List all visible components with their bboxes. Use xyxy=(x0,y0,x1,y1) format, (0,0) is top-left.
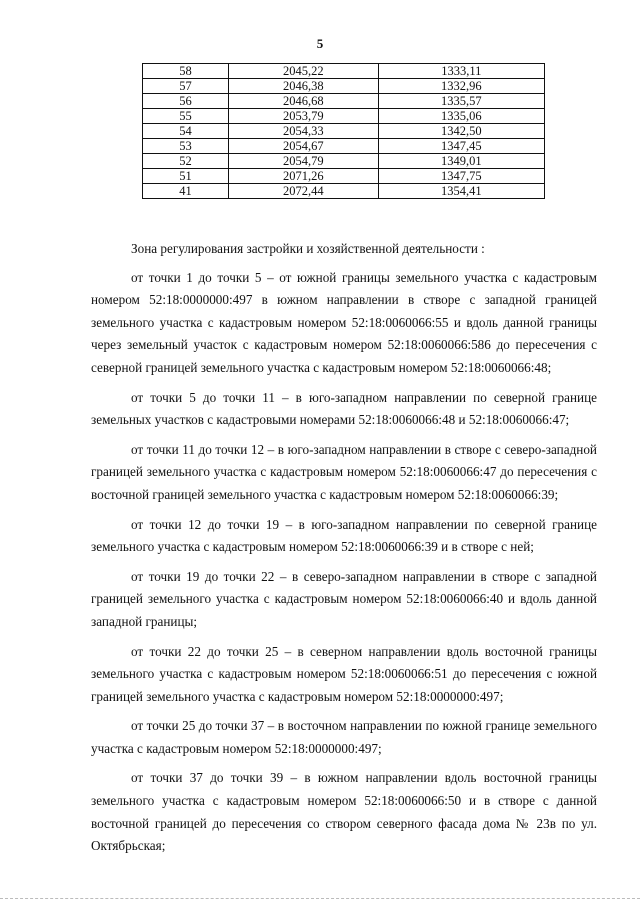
page-number: 5 xyxy=(316,36,324,51)
table-row xyxy=(143,139,545,154)
zone-heading: Зона регулирования застройки и хозяйственной деятельности : xyxy=(131,241,485,256)
point-number-cell: 55 xyxy=(143,109,229,124)
scan-edge-artifact xyxy=(0,898,640,905)
y-coordinate-cell: 1347,45 xyxy=(378,139,544,154)
point-number-cell: 41 xyxy=(143,184,229,199)
y-coordinate-cell: 1332,96 xyxy=(378,79,544,94)
boundary-segment-paragraph: от точки 22 до точки 25 – в северном направлении вдоль восточной границы земельного участка с кадастровым номером 52:18:0060066:51 до пересечения с южной границей земельного участка с кадастровым номером 52:18:0000000:497; xyxy=(91,643,597,704)
boundary-segment-paragraph: от точки 12 до точки 19 – в юго-западном направлении по северной границе земельного участка с кадастровым номером 52:18:0060066:39 и в створе с ней; xyxy=(91,516,597,555)
x-coordinate-cell: 2045,22 xyxy=(229,64,379,79)
point-number-cell: 58 xyxy=(143,64,229,79)
table-row xyxy=(143,94,545,109)
y-coordinate-cell: 1335,06 xyxy=(378,109,544,124)
boundary-segment-paragraph: от точки 11 до точки 12 – в юго-западном направлении в створе с северо-западной границей земельного участка с кадастровым номером 52:18:0060066:47 до пересечения с восточной границей земельного участка с кадастровым номером 52:18:0060066:39; xyxy=(91,441,597,502)
point-number-cell: 57 xyxy=(143,79,229,94)
y-coordinate-cell: 1335,57 xyxy=(378,94,544,109)
x-coordinate-cell: 2054,33 xyxy=(229,124,379,139)
point-number-cell: 56 xyxy=(143,94,229,109)
point-number-cell: 52 xyxy=(143,154,229,169)
boundary-segment-paragraph: от точки 1 до точки 5 – от южной границы земельного участка с кадастровым номером 52:18:0000000:497 в южном направлении в створе с западной границей земельного участка с кадастровым номером 52:18:0060066:55 и вдоль данной границы через земельный участок с кадастровым номером 52:18:0060066:586 до пересечения с северной границей земельного участка с кадастровым номером 52:18:0060066:48; xyxy=(91,269,597,375)
y-coordinate-cell: 1347,75 xyxy=(378,169,544,184)
boundary-segment-paragraph: от точки 19 до точки 22 – в северо-западном направлении в створе с западной границей земельного участка с кадастровым номером 52:18:0060066:40 и вдоль данной западной границы; xyxy=(91,568,597,629)
boundary-segment-paragraph: от точки 5 до точки 11 – в юго-западном направлении по северной границе земельных участков с кадастровыми номерами 52:18:0060066:48 и 52:18:0060066:47; xyxy=(91,389,597,428)
point-number-cell: 54 xyxy=(143,124,229,139)
y-coordinate-cell: 1342,50 xyxy=(378,124,544,139)
coordinates-table-body xyxy=(143,64,545,199)
x-coordinate-cell: 2054,67 xyxy=(229,139,379,154)
x-coordinate-cell: 2072,44 xyxy=(229,184,379,199)
table-row xyxy=(143,124,545,139)
boundary-segment-paragraph: от точки 25 до точки 37 – в восточном направлении по южной границе земельного участка с кадастровым номером 52:18:0000000:497; xyxy=(91,718,597,756)
x-coordinate-cell: 2054,79 xyxy=(229,154,379,169)
y-coordinate-cell: 1333,11 xyxy=(378,64,544,79)
y-coordinate-cell: 1354,41 xyxy=(378,184,544,199)
y-coordinate-cell: 1349,01 xyxy=(378,154,544,169)
boundary-segment-paragraph: от точки 37 до точки 39 – в южном направлении вдоль восточной границы земельного участка с кадастровым номером 52:18:0060066:50 и в створе с данной восточной границей до пересечения со створом северного фасада дома № 23в по ул. Октябрьская; xyxy=(91,770,597,854)
x-coordinate-cell: 2046,38 xyxy=(229,79,379,94)
table-row xyxy=(143,79,545,94)
point-number-cell: 51 xyxy=(143,169,229,184)
point-number-cell: 53 xyxy=(143,139,229,154)
boundary-description xyxy=(91,238,597,865)
table-row xyxy=(143,64,545,79)
x-coordinate-cell: 2046,68 xyxy=(229,94,379,109)
x-coordinate-cell: 2071,26 xyxy=(229,169,379,184)
coordinates-table xyxy=(142,63,545,199)
table-row xyxy=(143,184,545,199)
table-row xyxy=(143,169,545,184)
table-row xyxy=(143,109,545,124)
x-coordinate-cell: 2053,79 xyxy=(229,109,379,124)
boundary-paragraphs xyxy=(91,267,597,858)
table-row xyxy=(143,154,545,169)
